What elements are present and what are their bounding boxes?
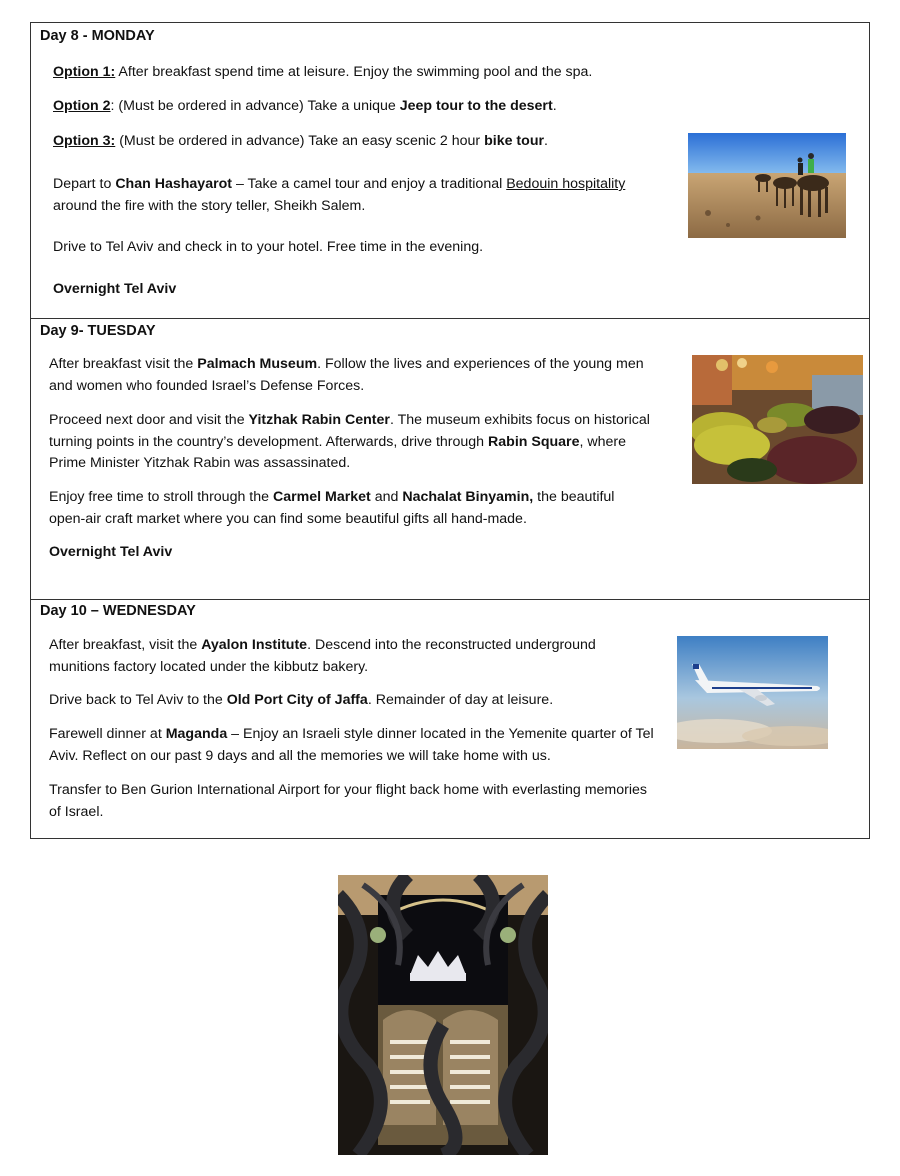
day10-maganda: Farewell dinner at Maganda – Enjoy an Israeli style dinner located in the Yemenite quarter of Tel Aviv. Reflect on our past 9 days and all the memories we will take home with us. [49, 726, 654, 764]
day9-overnight: Overnight Tel Aviv [49, 544, 173, 560]
bedouin-hospitality-link[interactable]: Bedouin hospitality [506, 176, 626, 192]
day10-section [30, 599, 870, 839]
day10-ayalon: After breakfast, visit the Ayalon Institute. Descend into the reconstructed underground munitions factory located under the kibbutz bakery. [49, 637, 596, 675]
olive-market-photo [692, 355, 863, 484]
day8-section [30, 22, 870, 319]
day8-title: Day 8 - MONDAY [40, 28, 155, 44]
day8-option2: Option 2: (Must be ordered in advance) Take a unique Jeep tour to the desert. [53, 98, 557, 114]
day9-rabin-center: Proceed next door and visit the Yitzhak Rabin Center. The museum exhibits focus on historical turning points in the country’s development. Afterwards, drive through Rabin Square, where Prime Minister Yitzhak Rabin was assassinated. [49, 412, 650, 471]
day8-option3: Option 3: (Must be ordered in advance) Take an easy scenic 2 hour bike tour. [53, 133, 548, 149]
torah-ark-photo [338, 875, 548, 1155]
day8-option1: Option 1: After breakfast spend time at leisure. Enjoy the swimming pool and the spa. [53, 64, 593, 80]
day8-drive: Drive to Tel Aviv and check in to your hotel. Free time in the evening. [53, 239, 484, 255]
day8-depart: Depart to Chan Hashayarot – Take a camel tour and enjoy a traditional Bedouin hospitality around the fire with the story teller, Sheikh Salem. [53, 176, 626, 214]
day9-section [30, 318, 870, 600]
day9-title: Day 9- TUESDAY [40, 323, 156, 339]
day10-jaffa: Drive back to Tel Aviv to the Old Port City of Jaffa. Remainder of day at leisure. [49, 692, 554, 708]
day9-carmel-market: Enjoy free time to stroll through the Carmel Market and Nachalat Binyamin, the beautiful open-air craft market where you can find some beautiful gifts all hand-made. [49, 489, 615, 527]
day9-palmach: After breakfast visit the Palmach Museum. Follow the lives and experiences of the young men and women who founded Israel’s Defense Forces. [49, 356, 644, 394]
day10-title: Day 10 – WEDNESDAY [40, 603, 196, 619]
day8-overnight: Overnight Tel Aviv [53, 281, 177, 297]
camel-caravan-photo [688, 133, 846, 238]
airplane-photo [677, 636, 828, 749]
day10-airport: Transfer to Ben Gurion International Airport for your flight back home with everlasting memories of Israel. [49, 782, 647, 820]
